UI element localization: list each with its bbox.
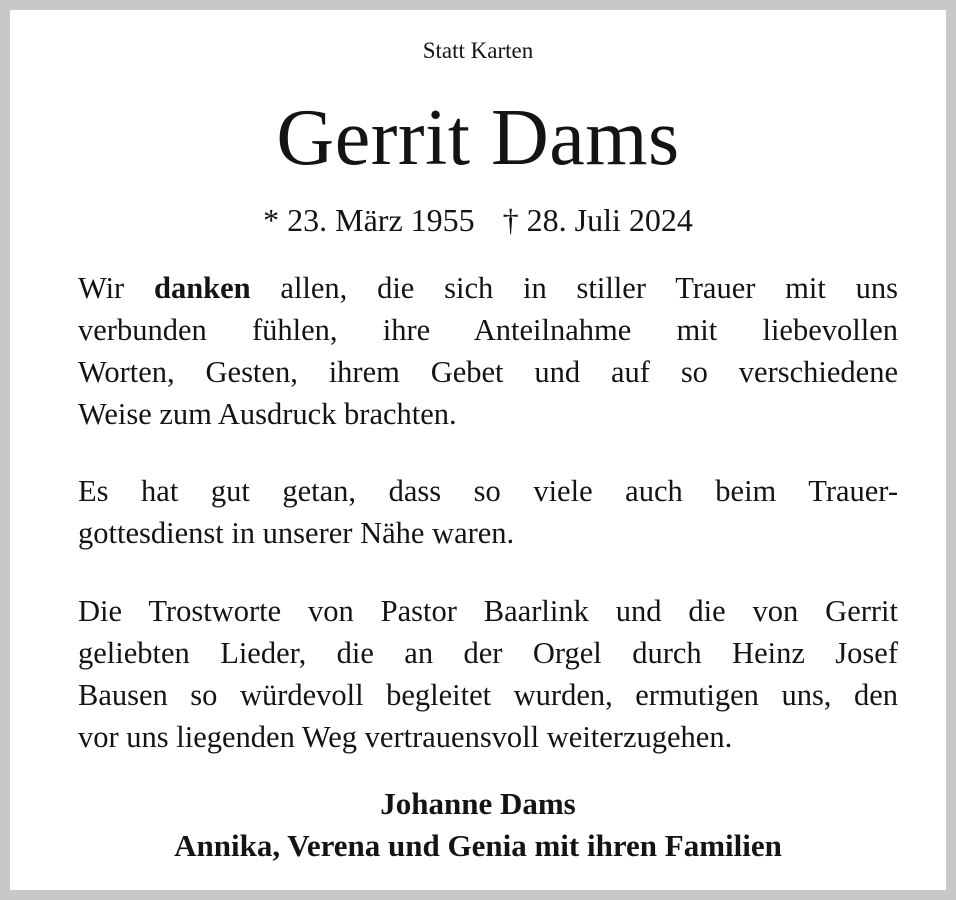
life-dates <box>10 198 946 242</box>
paragraph-line: Die Trostworte von Pastor Baarlink und die von Gerrit <box>78 594 898 628</box>
paragraph-line <box>78 267 898 309</box>
emphasis-word: danken <box>153 271 251 305</box>
death-date: † 28. Juli 2024 <box>502 202 693 238</box>
paragraph-line: gottesdienst in unserer Nähe waren. <box>78 516 515 550</box>
text-run: allen, die sich in stiller Trauer mit uns <box>250 271 898 305</box>
text-run: Wir <box>78 271 154 305</box>
paragraph-line: Bausen so würdevoll begleitet wurden, ermutigen uns, den <box>78 678 898 712</box>
paragraph-line: vor uns liegenden Weg vertrauensvoll weiterzugehen. <box>78 720 733 754</box>
comfort-paragraph <box>78 590 898 758</box>
birth-date: * 23. März 1955 <box>263 202 475 238</box>
paragraph-line: Weise zum Ausdruck brachten. <box>78 397 457 431</box>
notice-kicker: Statt Karten <box>422 38 534 63</box>
paragraph-line: verbunden fühlen, ihre Anteilnahme mit liebevollen <box>78 313 898 347</box>
paragraph-line: Worten, Gesten, ihrem Gebet und auf so verschiedene <box>78 355 898 389</box>
deceased-name: Gerrit Dams <box>276 94 680 182</box>
signature-family: Annika, Verena und Genia mit ihren Familien <box>174 828 782 863</box>
paragraph-line: Es hat gut getan, dass so viele auch beim Trauer- <box>78 474 898 508</box>
thanks-paragraph <box>78 267 898 435</box>
paragraph-line: geliebten Lieder, die an der Orgel durch Heinz Josef <box>78 636 898 670</box>
signature-primary: Johanne Dams <box>380 786 576 821</box>
service-paragraph <box>78 470 898 554</box>
